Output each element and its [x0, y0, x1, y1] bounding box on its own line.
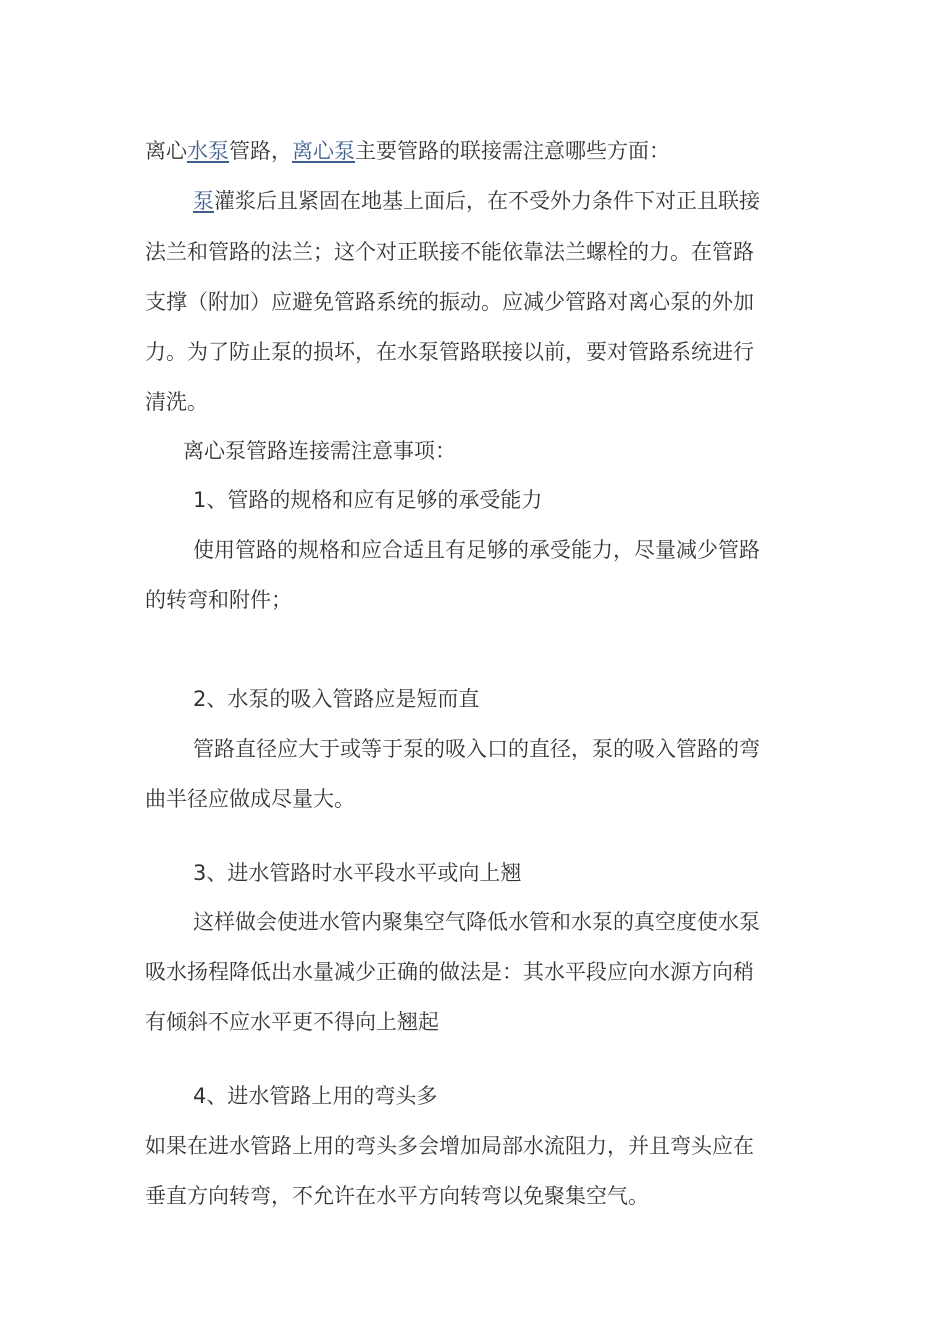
intro-line-3: 支撑（附加）应避免管路系统的振动。应减少管路对离心泵的外加 — [145, 290, 754, 314]
item-1-line-2: 的转弯和附件； — [145, 588, 292, 612]
heading-line — [145, 136, 670, 166]
intro-line-1-text: 灌浆后且紧固在地基上面后，在不受外力条件下对正且联接 — [214, 189, 760, 213]
link-pump[interactable]: 泵 — [193, 189, 214, 213]
item-3-line-1: 这样做会使进水管内聚集空气降低水管和水泵的真空度使水泵 — [193, 910, 760, 934]
item-1-title: 1、管路的规格和应有足够的承受能力 — [193, 488, 543, 512]
link-centrifugal-pump[interactable]: 离心泵 — [292, 139, 355, 163]
intro-line-5: 清洗。 — [145, 390, 208, 414]
item-3-line-2: 吸水扬程降低出水量减少正确的做法是：其水平段应向水源方向稍 — [145, 960, 754, 984]
link-water-pump[interactable]: 水泵 — [187, 139, 229, 163]
item-4-line-2: 垂直方向转弯，不允许在水平方向转弯以免聚集空气。 — [145, 1184, 649, 1208]
intro-line-2: 法兰和管路的法兰；这个对正联接不能依靠法兰螺栓的力。在管路 — [145, 240, 754, 264]
heading-suffix: 主要管路的联接需注意哪些方面： — [355, 139, 670, 163]
item-3-title: 3、进水管路时水平段水平或向上翘 — [193, 861, 522, 885]
item-1-line-1: 使用管路的规格和应合适且有足够的承受能力，尽量减少管路 — [193, 538, 760, 562]
item-2-title: 2、水泵的吸入管路应是短而直 — [193, 687, 480, 711]
item-2-line-2: 曲半径应做成尽量大。 — [145, 787, 355, 811]
item-4-line-1: 如果在进水管路上用的弯头多会增加局部水流阻力，并且弯头应在 — [145, 1134, 754, 1158]
intro-line-4: 力。为了防止泵的损坏，在水泵管路联接以前，要对管路系统进行 — [145, 340, 754, 364]
item-3-line-3: 有倾斜不应水平更不得向上翘起 — [145, 1010, 439, 1034]
heading-middle: 管路， — [229, 139, 292, 163]
heading-prefix: 离心 — [145, 139, 187, 163]
item-4-title: 4、进水管路上用的弯头多 — [193, 1084, 438, 1108]
intro-line-1 — [193, 186, 760, 216]
item-2-line-1: 管路直径应大于或等于泵的吸入口的直径，泵的吸入管路的弯 — [193, 737, 760, 761]
notes-title: 离心泵管路连接需注意事项： — [183, 439, 456, 463]
